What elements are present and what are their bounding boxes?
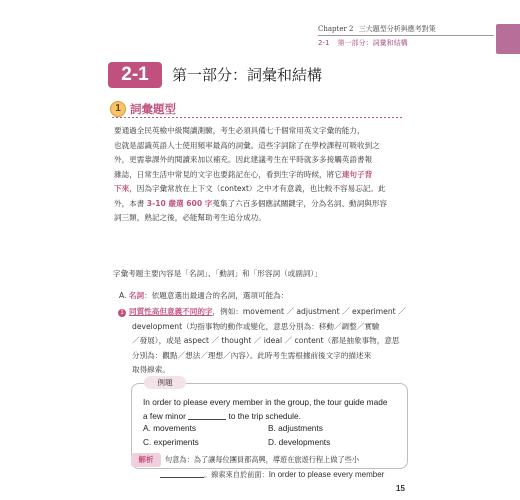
number-one-icon <box>110 101 126 117</box>
subheading-icon-glyph: 1 <box>115 103 121 114</box>
highlight-text: 下來 <box>114 184 130 193</box>
example-question <box>143 395 405 423</box>
part-a-heading <box>119 290 288 301</box>
paragraph-line: 外，更需靠課外的閱讀來加以補充。因此建議考生在平時就多多接觸英語書報 <box>114 155 373 164</box>
option-b: B. adjustments <box>268 423 323 433</box>
highlight-text: 3-10 嚴選 600 字 <box>146 198 213 208</box>
paragraph-line <box>114 168 408 183</box>
explanation-line <box>160 468 410 483</box>
option-d: D. developments <box>268 437 331 447</box>
highlight-text: 連句子背 <box>341 169 373 179</box>
section-title: 第一部分：詞彙和結構 <box>172 66 323 84</box>
paragraph-line: 詞三類，熟記之後，必能幫助考生追分成功。 <box>114 213 266 222</box>
header-divider <box>318 35 494 36</box>
question-text: to the trip schedule. <box>228 411 301 421</box>
header-chapter: Chapter 2 <box>318 25 354 33</box>
header-section-line <box>318 38 408 48</box>
intro-paragraph <box>114 124 408 226</box>
question-text: a few minor <box>143 411 186 421</box>
part-a-line: ／發展），或是 aspect ／ thought ／ ideal ／ content（都是抽象事物，意思 <box>132 336 400 345</box>
part-a-line: development（均指事物的動作或變化，意思分別為：移動／調整／實驗 <box>132 321 380 331</box>
paragraph-text: 外，本書 <box>114 198 147 208</box>
part-a-label: A. <box>119 291 127 300</box>
example-tag: 例題 <box>144 376 186 389</box>
section-number-badge: 2-1 <box>108 62 162 88</box>
option-a: A. movements <box>143 423 197 433</box>
subheading-title: 詞彙題型 <box>130 102 176 116</box>
explanation-blank <box>160 470 204 478</box>
part-a-desc: ：依題意選出最適合的名詞，選項可能為： <box>144 291 289 300</box>
header-chapter-line <box>318 24 436 34</box>
chapter-tab-marker <box>496 24 520 54</box>
header-section-number: 2-1 <box>318 39 330 47</box>
subheading-dotted-rule <box>112 117 402 118</box>
explanation-badge: 解析 <box>131 453 161 467</box>
part-a-name: 名詞 <box>128 291 145 300</box>
header-chapter-title: 三大題型分析與應考對策 <box>358 25 436 33</box>
paragraph-line <box>114 182 408 197</box>
part-a-body <box>118 305 414 378</box>
page-number: 15 <box>396 484 405 493</box>
explanation-text-cont <box>160 468 410 483</box>
paragraph-text: ，因為字彙常放在上下文（context）之中才有意義，也比較不容易忘記。此 <box>129 184 386 193</box>
part-a-line: 取得線索。 <box>132 365 170 374</box>
part-a-line <box>118 305 414 320</box>
question-types-intro: 字彙考題主要內容是「名詞」、「動詞」和「形容詞（或副詞）」 <box>113 269 322 278</box>
number-one-bullet-icon: 1 <box>118 309 126 317</box>
option-c: C. experiments <box>143 437 199 447</box>
running-header <box>318 24 520 56</box>
explanation-line: 句意為：為了讓每位團員都高興，導遊在旅遊行程上做了些小 <box>165 455 360 464</box>
explanation-text <box>165 453 415 468</box>
point-title: 同質性高但意義不同的字 <box>129 307 213 316</box>
header-section-title: 第一部分：詞彙和結構 <box>337 39 408 47</box>
paragraph-text: 雜誌，日常生活中常見的文字也要銘記在心，看到生字的時候，將它 <box>114 169 342 179</box>
part-a-text: ，例如：movement ／ adjustment ／ experiment ／ <box>212 307 406 316</box>
paragraph-line <box>114 197 408 212</box>
explanation-text-part: 。線索來自於前面： <box>204 470 269 479</box>
paragraph-line: 要通過全民英檢中級閱讀測驗，考生必須具備七千個常用英文字彙的能力， <box>114 126 365 135</box>
answer-blank <box>188 412 226 420</box>
paragraph-line: 也就是認識英語人士使用頻率最高的詞彙。這些字詞除了在學校課程可吸收到之 <box>114 140 380 150</box>
explanation-english: In order to please every member <box>268 470 385 479</box>
question-line: In order to please every member in the group, the tour guide made <box>143 397 388 407</box>
question-line <box>143 409 405 423</box>
paragraph-text: 蒐集了六百多個應試關鍵字，分為名詞、動詞與形容 <box>212 198 388 208</box>
part-a-line: 分別為：觀點／想法／理想／內容）。此時考生需根據前後文字的描述來 <box>132 350 372 360</box>
